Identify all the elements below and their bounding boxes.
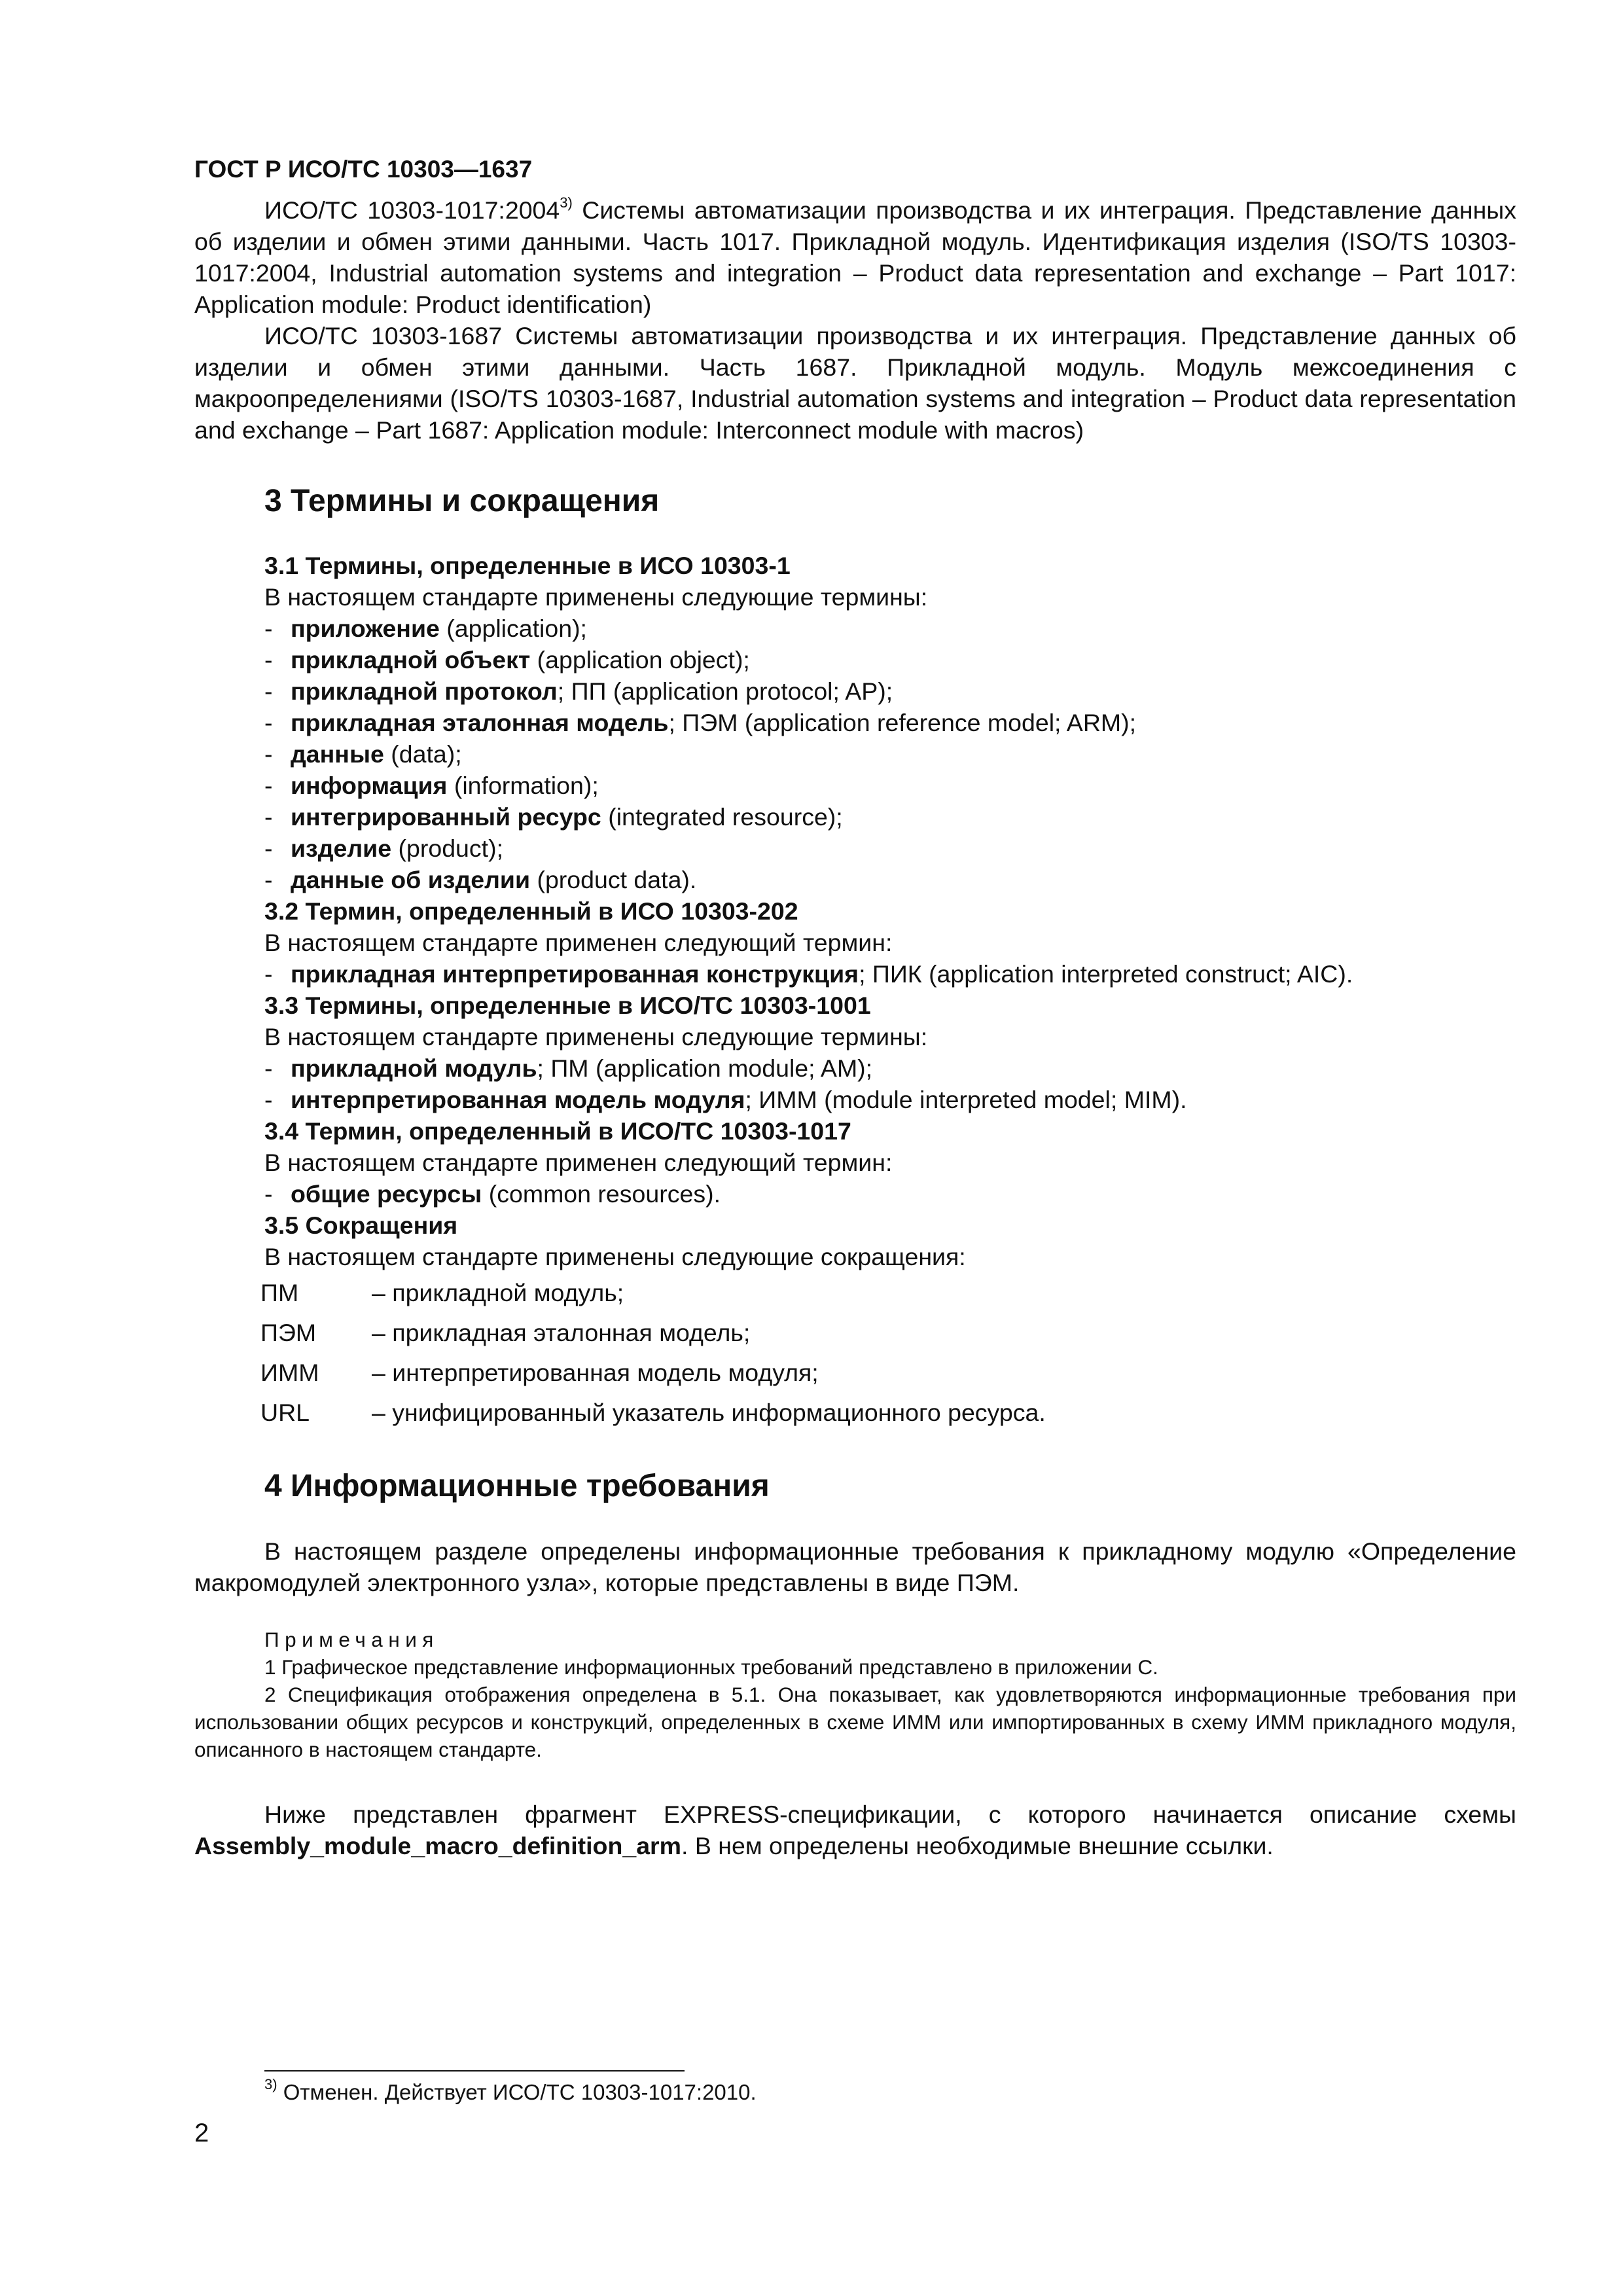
normative-references (194, 194, 1516, 446)
abbreviation-row: ИММ – интерпретированная модель модуля; (260, 1358, 819, 1386)
subsection-3-3-intro: В настоящем стандарте применены следующие термины: (264, 1023, 928, 1050)
notes-block (194, 1626, 1516, 1763)
express-intro-paragraph: Ниже представлен фрагмент EXPRESS-спецификации, с которого начинается описание схемы Assembly_module_macro_definition_arm. В нем определены необходимые внешние ссылки. (194, 1801, 1516, 1859)
subsection-3-4-title: 3.4 Термин, определенный в ИСО/ТС 10303-1017 (264, 1117, 851, 1145)
subsection-3-5-title: 3.5 Сокращения (264, 1211, 458, 1239)
section-3-body (260, 550, 1516, 1432)
page-number: 2 (194, 2119, 209, 2147)
subsection-3-1-intro: В настоящем стандарте применены следующие термины: (264, 583, 928, 611)
note-2: 2 Спецификация отображения определена в 5.1. Она показывает, как удовлетворяются информационные требования при использовании общих ресурсов и конструкций, определенных в схеме ИММ или импортированных в схему ИММ прикладного модуля, описанного в настоящем стандарте. (194, 1683, 1516, 1761)
footnote-mark: 3) (560, 194, 573, 211)
abbreviation-row: ПМ – прикладной модуль; (260, 1278, 624, 1306)
subsection-3-3-title: 3.3 Термины, определенные в ИСО/ТС 10303-1001 (264, 992, 871, 1019)
section-4-paragraph: В настоящем разделе определены информационные требования к прикладному модулю «Определение макромодулей электронного узла», которые представлены в виде ПЭМ. (194, 1537, 1516, 1596)
abbreviation-row: ПЭМ – прикладная эталонная модель; (260, 1318, 751, 1346)
term-item: - интерпретированная модель модуля; ИММ (module interpreted model; MIM). (264, 1086, 1187, 1113)
subsection-3-1-title: 3.1 Термины, определенные в ИСО 10303-1 (264, 552, 791, 579)
section-4-heading: 4 Информационные требования (264, 1469, 770, 1503)
note-1: 1 Графическое представление информационных требований представлено в приложении С. (264, 1655, 1158, 1679)
term-item: - прикладной объект (application object); (264, 646, 750, 673)
term-item: - прикладной модуль; ПМ (application module; AM); (264, 1054, 873, 1082)
term-item: - приложение (application); (264, 615, 587, 642)
footnote-mark: 3) (264, 2076, 277, 2092)
term-item: - данные (data); (264, 740, 462, 768)
abbreviation-row: URL – унифицированный указатель информационного ресурса. (260, 1398, 1046, 1426)
notes-title: Примечания (264, 1628, 439, 1651)
subsection-3-4-intro: В настоящем стандарте применен следующий термин: (264, 1149, 893, 1176)
term-item: - информация (information); (264, 772, 599, 799)
term-item: - прикладная эталонная модель; ПЭМ (application reference model; ARM); (264, 709, 1137, 736)
term-item: - изделие (product); (264, 834, 503, 862)
term-item: - интегрированный ресурс (integrated resource); (264, 803, 843, 831)
term-item: - прикладная интерпретированная конструкция; ПИК (application interpreted construct; AIC). (264, 960, 1353, 988)
footnote: $^{3)}$ Отменен. Действует ИСО/ТС 10303-1017:2010. (264, 2076, 757, 2104)
section-3-heading: 3 Термины и сокращения (264, 484, 660, 518)
term-item: - общие ресурсы (common resources). (264, 1180, 721, 1208)
subsection-3-2-title: 3.2 Термин, определенный в ИСО 10303-202 (264, 897, 798, 925)
subsection-3-5-intro: В настоящем стандарте применены следующие сокращения: (264, 1243, 966, 1270)
footnote-separator (264, 2070, 685, 2072)
term-item: - данные об изделии (product data). (264, 866, 697, 893)
standard-designation: ГОСТ Р ИСО/ТС 10303—1637 (194, 156, 533, 183)
schema-name: Assembly_module_macro_definition_arm (194, 1832, 681, 1859)
reference-1017: ИСО/ТС 10303-1017:2004$^{3)}$ Системы автоматизации производства и их интеграция. Представление данных об изделии и обмен этими данными. Часть 1017. Прикладной модуль. Идентификация изделия (ISO/TS 10303-1017:2004, Industrial automation systems and integration – Product data representation and exchange – Part 1017: Application module: Product identification) (194, 194, 1516, 318)
reference-1687: ИСО/ТС 10303-1687 Системы автоматизации производства и их интеграция. Представление данных об изделии и обмен этими данными. Часть 1687. Прикладной модуль. Модуль межсоединения с макроопределениями (ISO/TS 10303-1687, Industrial automation systems and integration – Product data representation and exchange – Part 1687: Application module: Interconnect module with macros) (194, 322, 1516, 444)
term-item: - прикладной протокол; ПП (application protocol; AP); (264, 677, 893, 705)
subsection-3-2-intro: В настоящем стандарте применен следующий термин: (264, 929, 893, 956)
